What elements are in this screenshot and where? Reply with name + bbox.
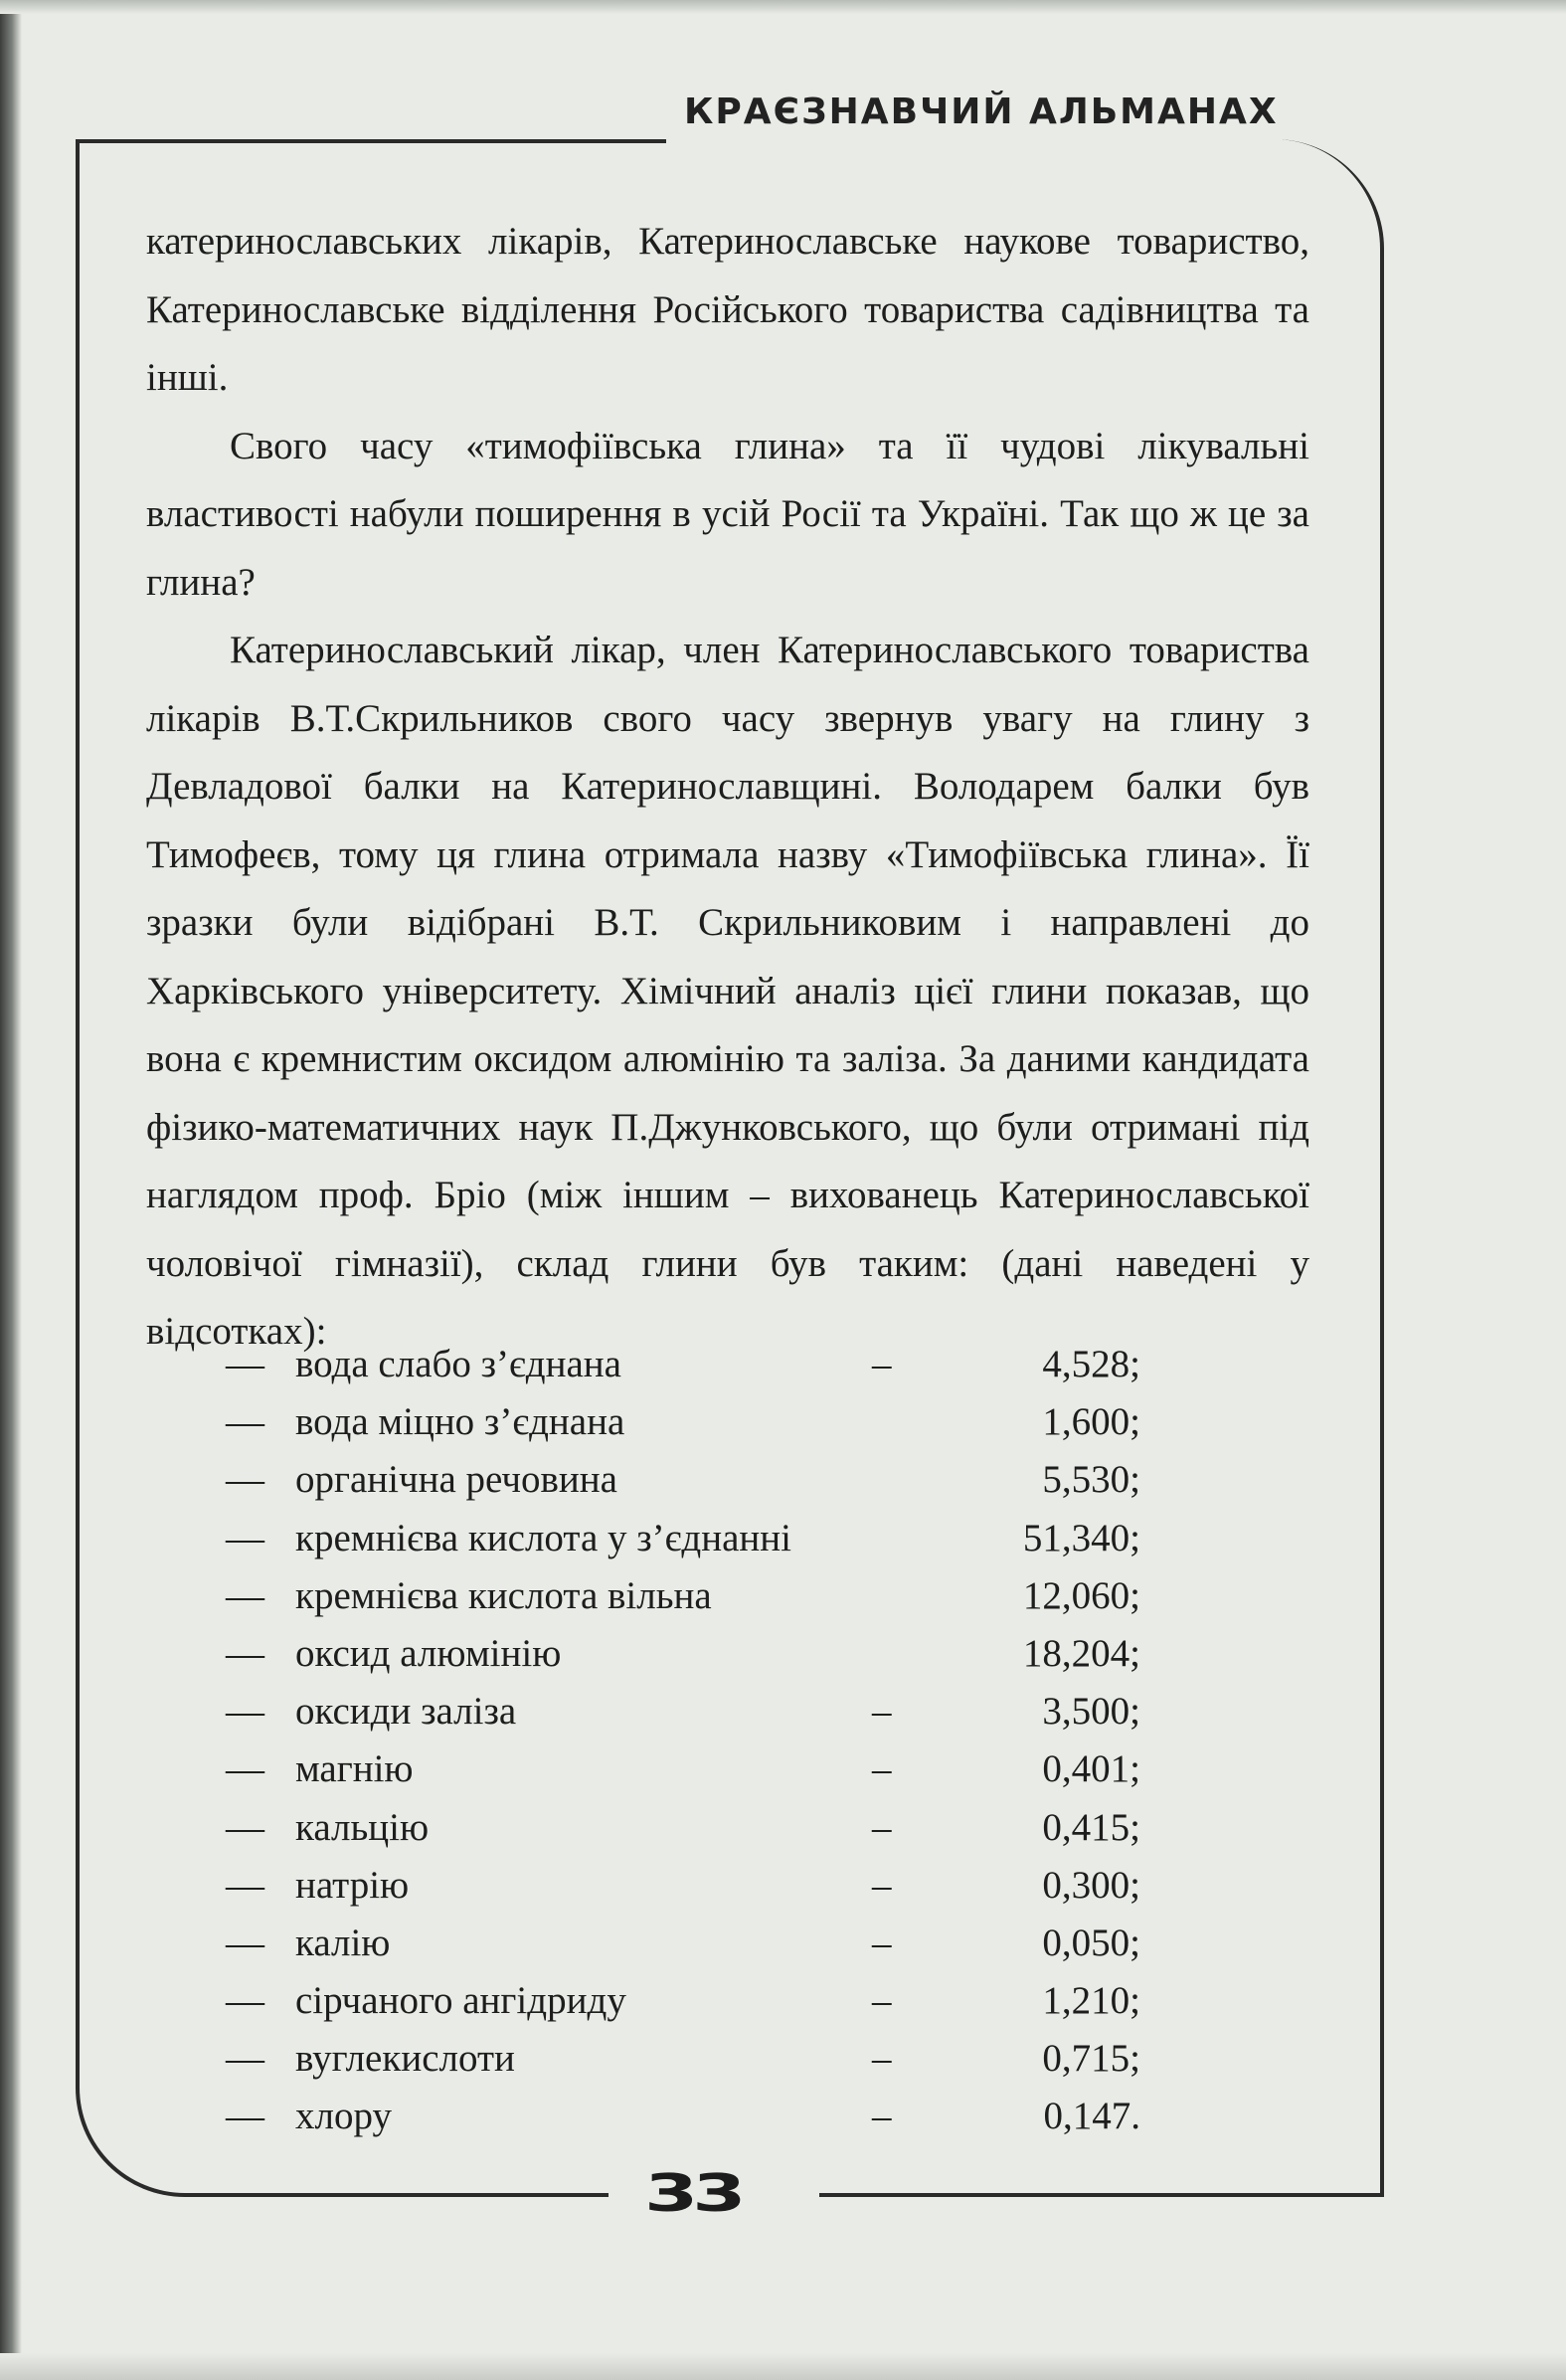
composition-value: 1,600; <box>1042 1400 1140 1444</box>
composition-dash: — <box>226 1631 264 1675</box>
composition-name: калію <box>295 1921 391 1964</box>
composition-name: кремнієва кислота вільна <box>295 1573 712 1617</box>
composition-separator: – <box>872 1921 892 1964</box>
header-rule <box>76 139 672 143</box>
composition-row <box>226 1451 1140 1509</box>
page-bottom-edge <box>0 2353 1566 2380</box>
paragraph-1: катеринославських лікарів, Катеринославське наукове товариство, Катеринославське відділення Російського товариства садівництва та інші. <box>146 220 1309 399</box>
composition-value: 12,060; <box>1022 1573 1140 1617</box>
composition-separator: – <box>872 2037 892 2081</box>
composition-name: хлору <box>295 2095 392 2138</box>
composition-row <box>226 1915 1140 1972</box>
composition-name: органічна речовина <box>295 1458 617 1502</box>
composition-value: 0,300; <box>1042 1863 1140 1907</box>
composition-name: оксид алюмінію <box>295 1631 562 1675</box>
composition-value: 51,340; <box>1022 1516 1140 1559</box>
composition-value: 0,401; <box>1042 1747 1140 1791</box>
composition-dash: — <box>226 2095 264 2138</box>
composition-separator: – <box>872 2095 892 2138</box>
composition-list <box>226 1336 1140 2146</box>
body-text <box>146 208 1309 1367</box>
composition-dash: — <box>226 2037 264 2081</box>
composition-value: 0,147. <box>1043 2095 1140 2138</box>
composition-row <box>226 1625 1140 1683</box>
composition-separator: – <box>872 1863 892 1907</box>
composition-dash: — <box>226 1573 264 1617</box>
paragraph-2: Свого часу «тимофіївська глина» та її чудові лікувальні властивості набули поширення в усій Росії та Україні. Так що ж це за глина? <box>146 424 1309 604</box>
composition-value: 5,530; <box>1042 1458 1140 1502</box>
composition-name: сірчаного ангідриду <box>295 1979 626 2023</box>
composition-row <box>226 1336 1140 1393</box>
composition-row <box>226 1683 1140 1740</box>
page-binding-shadow <box>0 0 22 2380</box>
composition-name: натрію <box>295 1863 410 1907</box>
composition-name: оксиди заліза <box>295 1690 517 1734</box>
composition-row <box>226 1740 1140 1798</box>
composition-dash: — <box>226 1747 264 1791</box>
paragraph-3: Катеринославський лікар, член Катеринославського товариства лікарів В.Т.Скрильников свого часу звернув увагу на глину з Девладової балки на Катеринославщині. Володарем балки був Тимофеєв, тому ця глина отримала назву «Тимофіївська глина». Її зразки були відібрані В.Т. Скрильниковим і направлені до Харківського університету. Хімічний аналіз цієї глини показав, що вона є кремнистим оксидом алюмінію та заліза. За даними кандидата фізико-математичних наук П.Джунковського, що були отримані під наглядом проф. Бріо (між іншим – вихованець Катеринославської чоловічої гімназії), склад глини був таким: (дані наведені у відсотках): <box>146 629 1309 1353</box>
composition-dash: — <box>226 1805 264 1849</box>
composition-name: вуглекислоти <box>295 2037 515 2081</box>
composition-value: 3,500; <box>1042 1690 1140 1734</box>
composition-row <box>226 2088 1140 2145</box>
composition-row <box>226 1972 1140 2030</box>
composition-name: кальцію <box>295 1805 430 1849</box>
composition-name: кремнієва кислота у з’єднанні <box>295 1516 791 1559</box>
composition-dash: — <box>226 1690 264 1734</box>
composition-row <box>226 2030 1140 2088</box>
page-top-edge <box>0 0 1566 14</box>
composition-row <box>226 1799 1140 1857</box>
composition-name: вода міцно з’єднана <box>295 1400 625 1444</box>
composition-dash: — <box>226 1458 264 1502</box>
composition-separator: – <box>872 1690 892 1734</box>
composition-dash: — <box>226 1343 264 1385</box>
composition-value: 18,204; <box>1022 1631 1140 1675</box>
composition-separator: – <box>872 1805 892 1849</box>
composition-dash: — <box>226 1516 264 1559</box>
composition-name: магнію <box>295 1747 414 1791</box>
composition-dash: — <box>226 1400 264 1444</box>
composition-dash: — <box>226 1863 264 1907</box>
composition-row <box>226 1857 1140 1915</box>
composition-dash: — <box>226 1921 264 1964</box>
composition-row <box>226 1393 1140 1451</box>
composition-dash: — <box>226 1979 264 2023</box>
composition-value: 0,415; <box>1042 1805 1140 1849</box>
composition-separator: – <box>872 1979 892 2023</box>
page-number: 33 <box>644 2164 741 2224</box>
composition-value: 0,715; <box>1042 2037 1140 2081</box>
composition-name: вода слабо з’єднана <box>295 1343 621 1385</box>
composition-row <box>226 1567 1140 1625</box>
composition-value: 0,050; <box>1042 1921 1140 1964</box>
composition-separator: – <box>872 1343 892 1385</box>
composition-value: 1,210; <box>1042 1979 1140 2023</box>
composition-value: 4,528; <box>1042 1343 1140 1385</box>
composition-row <box>226 1510 1140 1567</box>
running-head: КРАЄЗНАВЧИЙ АЛЬМАНАХ <box>684 92 1279 132</box>
composition-separator: – <box>872 1747 892 1791</box>
